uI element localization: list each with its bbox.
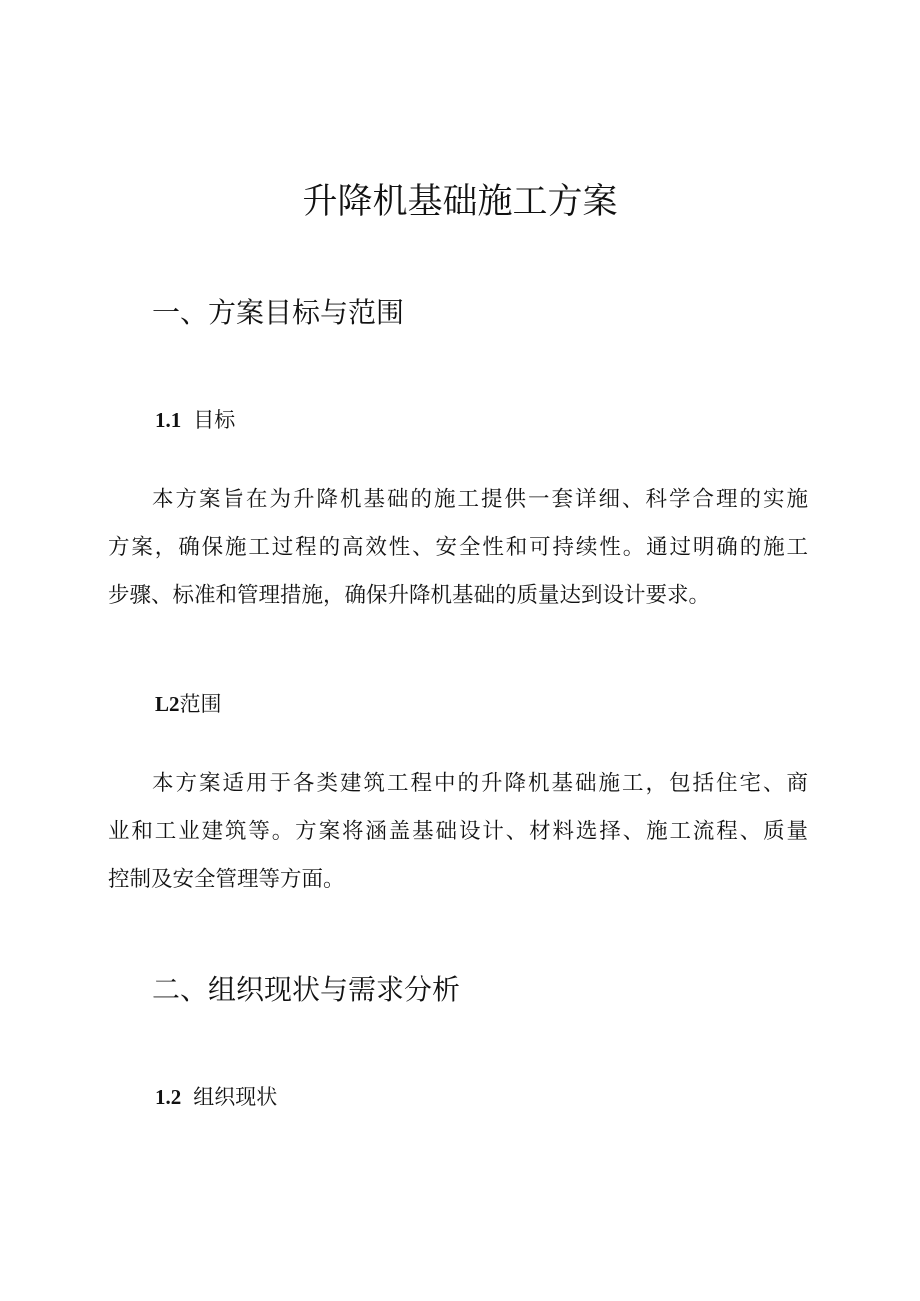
subsection-heading-1-2 xyxy=(155,689,222,719)
subsection-number: 1.1 xyxy=(155,408,182,432)
section-heading-2: 二、组织现状与需求分析 xyxy=(152,973,461,1006)
subsection-heading-1-1 xyxy=(155,405,235,435)
subsection-number: L2 xyxy=(155,692,180,716)
paragraph-scope xyxy=(108,760,808,904)
paragraph-line: 业和工业建筑等。方案将涵盖基础设计、材料选择、施工流程、质量 xyxy=(108,819,808,844)
paragraph-line: 方案，确保施工过程的高效性、安全性和可持续性。通过明确的施工 xyxy=(108,535,808,560)
paragraph-line: 步骤、标准和管理措施，确保升降机基础的质量达到设计要求。 xyxy=(108,583,711,608)
paragraph-line: 本方案旨在为升降机基础的施工提供一套详细、科学合理的实施 xyxy=(152,487,808,512)
subsection-title: 目标 xyxy=(193,408,236,432)
subsection-number: 1.2 xyxy=(155,1085,182,1109)
subsection-heading-2-1 xyxy=(155,1082,277,1112)
paragraph-line: 控制及安全管理等方面。 xyxy=(108,867,345,892)
paragraph-line: 本方案适用于各类建筑工程中的升降机基础施工，包括住宅、商 xyxy=(152,771,808,796)
paragraph-goal xyxy=(108,476,808,620)
subsection-title: 组织现状 xyxy=(193,1085,278,1109)
document-title: 升降机基础施工方案 xyxy=(302,182,618,222)
subsection-title: 范围 xyxy=(179,692,222,716)
section-heading-1: 一、方案目标与范围 xyxy=(152,296,405,329)
